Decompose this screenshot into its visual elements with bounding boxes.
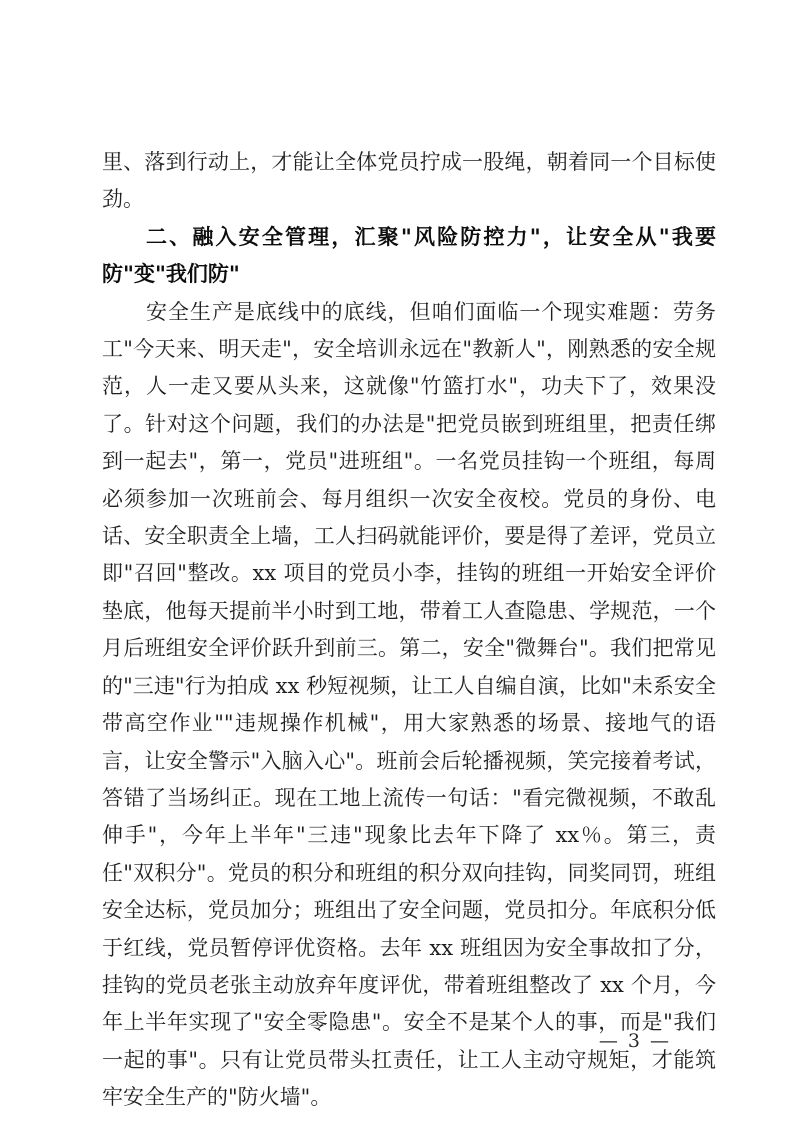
section-heading: 二、融入安全管理，汇聚"风险防控力"，让安全从"我要防"变"我们防" [102,224,716,287]
page-number: — 3 — [598,1030,671,1052]
body-paragraph: 安全生产是底线中的底线，但咱们面临一个现实难题：劳务工"今天来、明天走"，安全培训永远在"教新人"，刚熟悉的安全规范，人一走又要从头来，这就像"竹篮打水"，功夫下了，效果没了。针对这个问题，我们的办法是"把党员嵌到班组里，把责任绑到一起去"，第一，党员"进班组"。一名党员挂钩一个班组，每周必须参加一次班前会、每月组织一次安全夜校。党员的身份、电话、安全职责全上墙，工人扫码就能评价，要是得了差评，党员立即"召回"整改。xx 项目的党员小李，挂钩的班组一开始安全评价垫底，他每天提前半小时到工地，带着工人查隐患、学规范，一个月后班组安全评价跃升到前三。第二，安全"微舞台"。我们把常见的"三违"行为拍成 xx 秒短视频，让工人自编自演，比如"未系安全带高空作业""违规操作机械"，用大家熟悉的场景、接地气的语言，让安全警示"入脑入心"。班前会后轮播视频，笑完接着考试，答错了当场纠正。现在工地上流传一句话："看完微视频，不敢乱伸手"，今年上半年"三违"现象比去年下降了 xx％。第三，责任"双积分"。党员的积分和班组的积分双向挂钩，同奖同罚，班组安全达标，党员加分；班组出了安全问题，党员扣分。年底积分低于红线，党员暂停评优资格。去年 xx 班组因为安全事故扣了分，挂钩的党员老张主动放弃年度评优，带着班组整改了 xx 个月，今年上半年实现了"安全零隐患"。安全不是某个人的事，而是"我们一起的事"。只有让党员带头扛责任，让工人主动守规矩，才能筑牢安全生产的"防火墙"。 [102,299,716,1110]
document-content [102,144,716,1117]
paragraph-continuation: 里、落到行动上，才能让全体党员拧成一股绳，朝着同一个目标使劲。 [102,150,716,212]
